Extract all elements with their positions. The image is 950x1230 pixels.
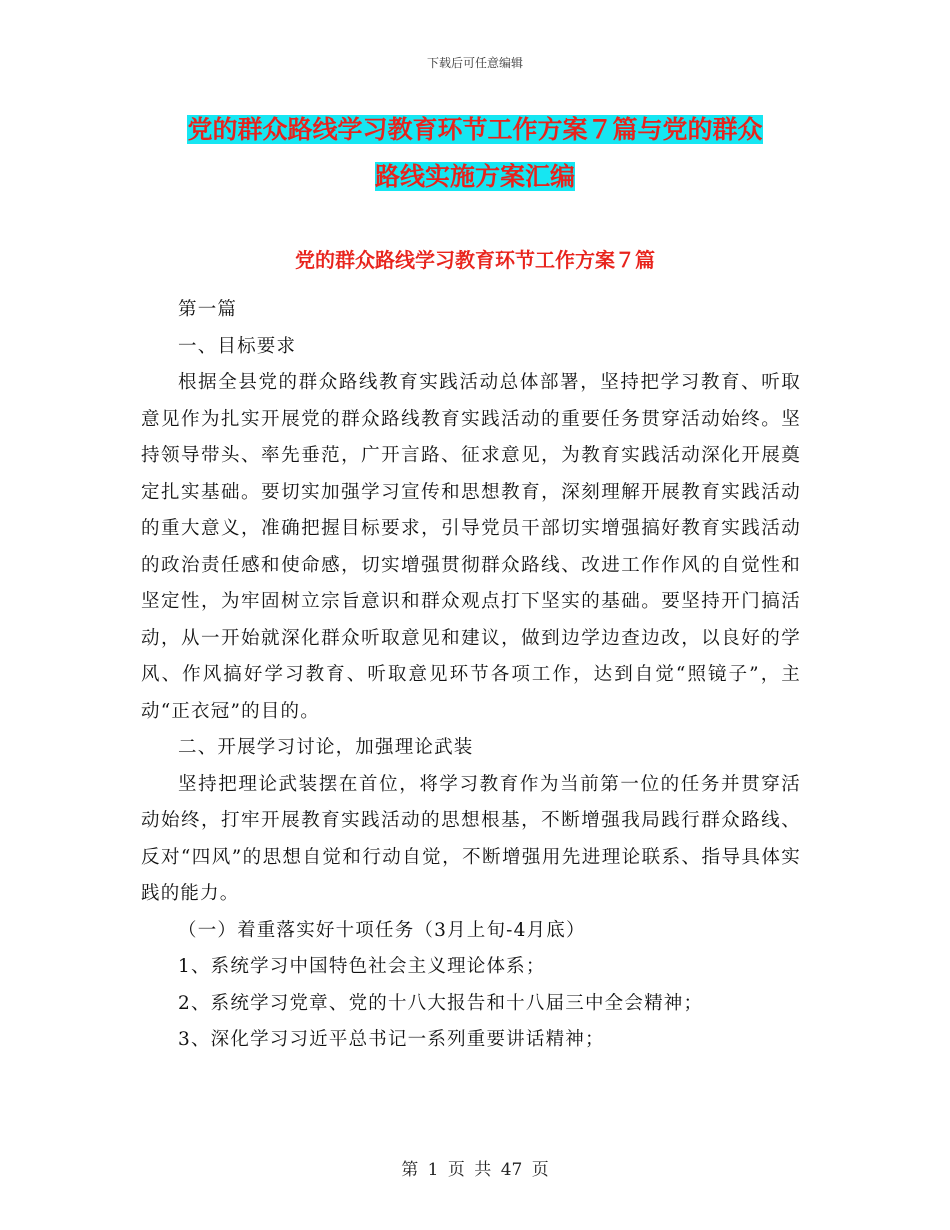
header-note: 下载后可任意编辑 [426, 56, 523, 70]
paragraph-task-2: 2、系统学习党章、党的十八大报告和十八届三中全会精神； [178, 992, 704, 1014]
paragraph-heading-study: 二、开展学习讨论，加强理论武装 [178, 737, 474, 758]
paragraph-chapter: 第一篇 [178, 299, 238, 320]
main-title-line-1: 党的群众路线学习教育环节工作方案７篇与党的群众 [187, 115, 763, 144]
paragraph-heading-goals: 一、目标要求 [178, 335, 297, 357]
main-title [120, 106, 830, 200]
main-title-line-2: 路线实施方案汇编 [374, 162, 575, 191]
paragraph-task-1: 1、系统学习中国特色社会主义理论体系； [178, 956, 546, 977]
paragraph-task-heading: （一）着重落实好十项任务（3月上旬-4月底） [178, 919, 586, 941]
document-body [141, 292, 801, 1059]
page-footer: 第 1 页 共 47 页 [401, 1160, 549, 1180]
section-title: 党的群众路线学习教育环节工作方案７篇 [295, 248, 655, 272]
paragraph-goals-body: 根据全县党的群众路线教育实践活动总体部署，坚持把学习教育、听取意见作为扎实开展党的群众路线教育实践活动的重要任务贯穿活动始终。坚持领导带头、率先垂范，广开言路、征求意见，为教育实践活动深化开展奠定扎实基础。要切实加强学习宣传和思想教育，深刻理解开展教育实践活动的重大意义，准确把握目标要求，引导党员干部切实增强搞好教育实践活动的政治责任感和使命感，切实增强贯彻群众路线、改进工作作风的自觉性和坚定性，为牢固树立宗旨意识和群众观点打下坚实的基础。要坚持开门搞活动，从一开始就深化群众听取意见和建议，做到边学边查边改，以良好的学风、作风搞好学习教育、听取意见环节各项工作，达到自觉“照镜子”，主动“正衣冠”的目的。 [141, 372, 801, 722]
paragraph-task-3: 3、深化学习习近平总书记一系列重要讲话精神； [178, 1029, 605, 1050]
paragraph-study-body: 坚持把理论武装摆在首位，将学习教育作为当前第一位的任务并贯穿活动始终，打牢开展教育实践活动的思想根基，不断增强我局践行群众路线、反对“四风”的思想自觉和行动自觉，不断增强用先进理论联系、指导具体实践的能力。 [141, 773, 801, 904]
